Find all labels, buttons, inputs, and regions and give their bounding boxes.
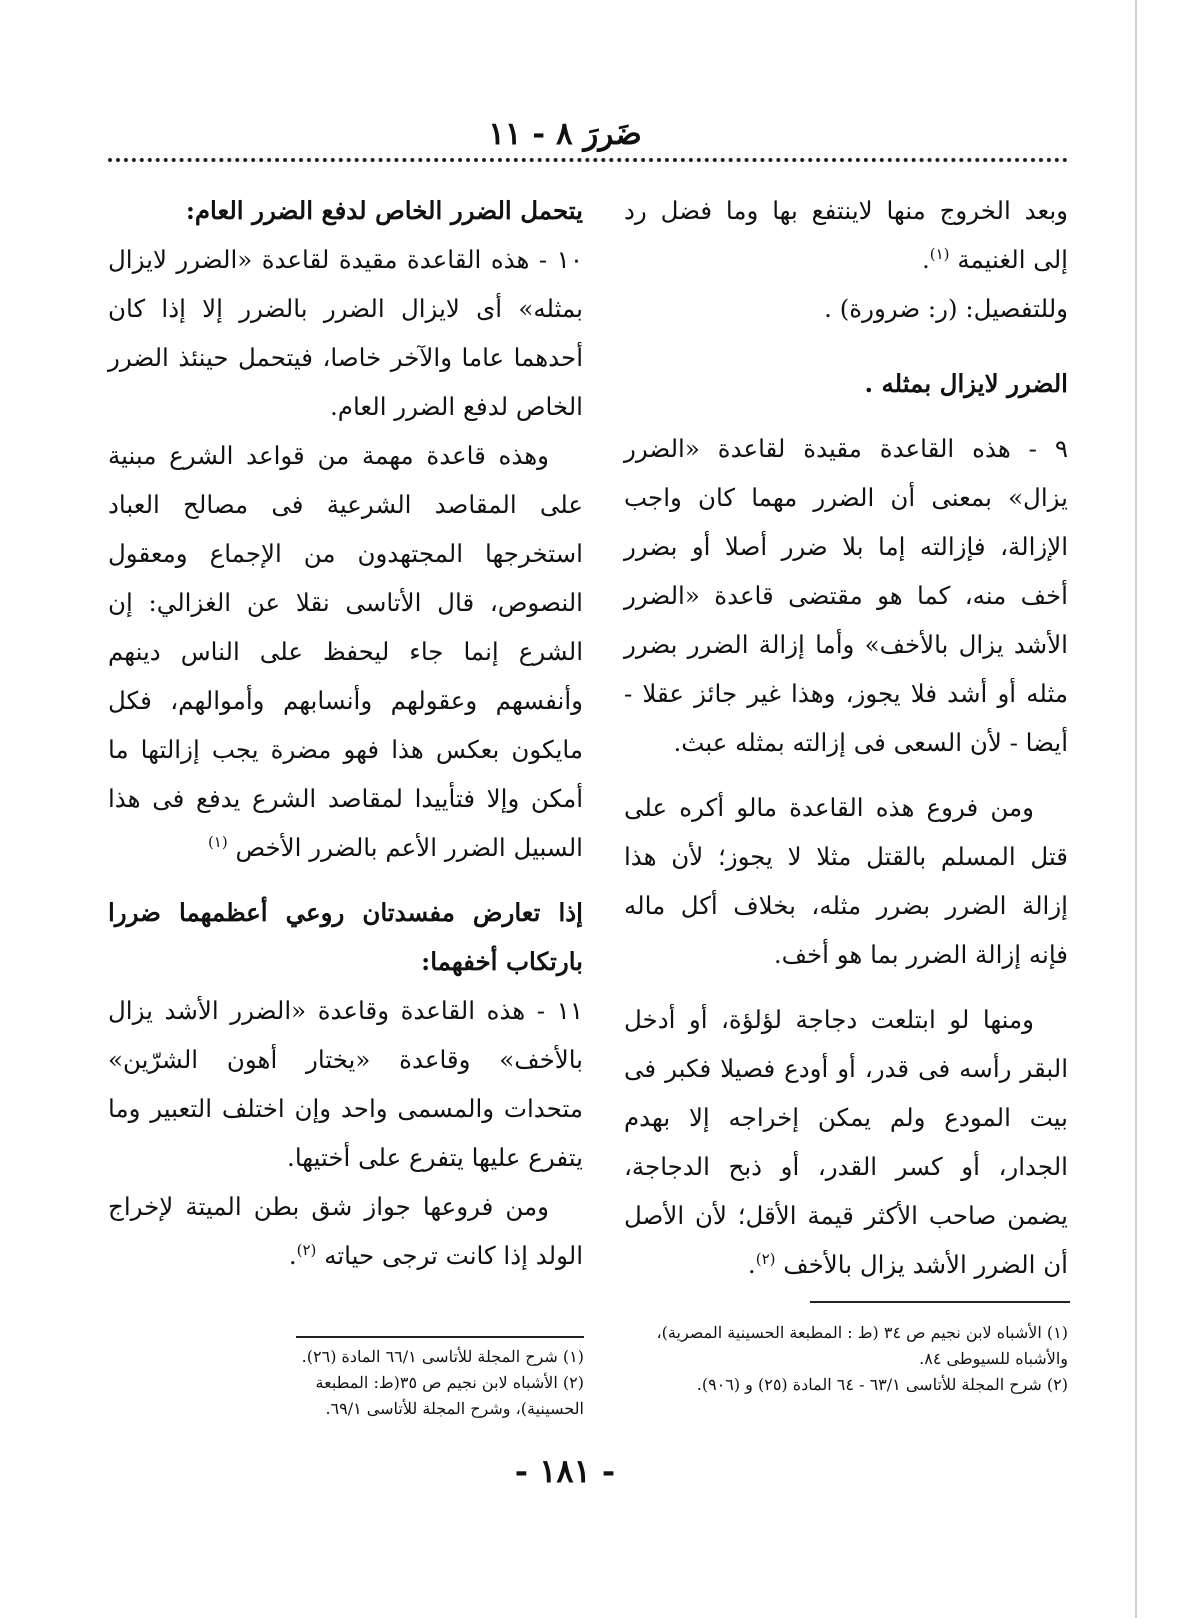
footnote-ref: (٢): [296, 1240, 317, 1259]
footnotes-right: [624, 1320, 1068, 1398]
footnotes-left: [296, 1344, 584, 1422]
footnote-ref: (١): [207, 832, 228, 851]
paragraph-maqasid: وهذه قاعدة مهمة من قواعد الشرع مبنية على المقاصد الشرعية فى مصالح العباد استخرجها المجتهدون من الإجماع ومعقول النصوص، قال الأتاسى نقلا عن الغزالي: إن الشرع إنما جاء ليحفظ على الناس دينهم وأنفسهم وعقولهم وأنسابهم وأموالهم، فكل مايكون بعكس هذا فهو مضرة يجب إزالتها ما أمكن وإلا فتأييدا لمقاصد الشرع يدفع فى هذا السبيل الضرر الأعم بالضرر الأخص $^{(١)}$: [108, 441, 583, 862]
footnote-ref: (١): [929, 244, 950, 263]
section-heading-rule-11: إذا تعارض مفسدتان روعي أعظمهما ضررا بارتكاب أخفهما:: [108, 898, 583, 976]
footnote-item: (١) شرح المجلة للأتاسى ٦٦/١ المادة (٢٦).: [301, 1347, 584, 1366]
paragraph-cross-reference: وللتفصيل: (ر: ضرورة) .: [824, 294, 1068, 323]
footnote-ref: (٢): [755, 1249, 776, 1268]
header-dotted-rule: [108, 158, 1068, 162]
paragraph-rule-10: ١٠ - هذه القاعدة مقيدة لقاعدة «الضرر لايزال بمثله» أى لايزال الضرر بالضرر إلا إذا كان أحدهما عاما والآخر خاصا، فيتحمل حينئذ الضرر الخاص لدفع الضرر العام.: [108, 245, 583, 421]
paragraph-example-chicken: ومنها لو ابتلعت دجاجة لؤلؤة، أو أدخل البقر رأسه فى قدر، أو أودع فصيلا فكبر فى بيت المودع ولم يمكن إخراجه إلا بهدم الجدار، أو كسر القدر، أو ذبح الدجاجة، يضمن صاحب الأكثر قيمة الأقل؛ لأن الأصل أن الضرر الأشد يزال بالأخف $^{(٢)}$.: [624, 1005, 1068, 1279]
section-heading-rule-9: الضرر لايزال بمثله .: [864, 369, 1068, 398]
paragraph-ghanima: وبعد الخروج منها لاينتفع بها وما فضل رد إلى الغنيمة $^{(١)}$.: [624, 196, 1068, 274]
page-number: - ١٨١ -: [514, 1452, 616, 1490]
footnote-item: (٢) الأشباه لابن نجيم ص ٣٥(ط: المطبعة الحسينية)، وشرح المجلة للأتاسى ٦٩/١.: [315, 1373, 584, 1418]
footnote-separator-left: [296, 1336, 584, 1338]
footnote-item: (٢) شرح المجلة للأتاسى ٦٣/١ - ٦٤ المادة (٢٥) و (٩٠٦).: [696, 1375, 1068, 1394]
running-header: ضَررَ ٨ - ١١: [488, 116, 642, 152]
page-edge-line: [1135, 0, 1137, 1618]
paragraph-rule-9: ٩ - هذه القاعدة مقيدة لقاعدة «الضرر يزال» بمعنى أن الضرر مهما كان واجب الإزالة، فإزالته إما بلا ضرر أصلا أو بضرر أخف منه، كما هو مقتضى قاعدة «الضرر الأشد يزال بالأخف» وأما إزالة الضرر بضرر مثله أو أشد فلا يجوز، وهذا غير جائز عقلا - أيضا - لأن السعى فى إزالته بمثله عبث.: [624, 434, 1068, 757]
paragraph-example-caesarean: ومن فروعها جواز شق بطن الميتة لإخراج الولد إذا كانت ترجى حياته $^{(٢)}$.: [108, 1192, 583, 1270]
left-column: [108, 186, 583, 1280]
paragraph-example-coercion: ومن فروع هذه القاعدة مالو أكره على قتل المسلم بالقتل مثلا لا يجوز؛ لأن هذا إزالة الضرر بضرر مثله، بخلاف أكل ماله فإنه إزالة الضرر بما هو أخف.: [624, 793, 1068, 969]
footnote-item: (١) الأشباه لابن نجيم ص ٣٤ (ط : المطبعة الحسينية المصرية)، والأشباه للسيوطى ٨٤.: [656, 1323, 1068, 1368]
right-column: [624, 186, 1068, 1289]
section-heading-rule-10: يتحمل الضرر الخاص لدفع الضرر العام:: [185, 196, 583, 225]
paragraph-rule-11: ١١ - هذه القاعدة وقاعدة «الضرر الأشد يزال بالأخف» وقاعدة «يختار أهون الشرّين» متحدات والمسمى واحد وإن اختلف التعبير وما يتفرع عليها يتفرع على أختيها.: [108, 996, 583, 1172]
footnote-separator-right: [810, 1301, 1070, 1303]
